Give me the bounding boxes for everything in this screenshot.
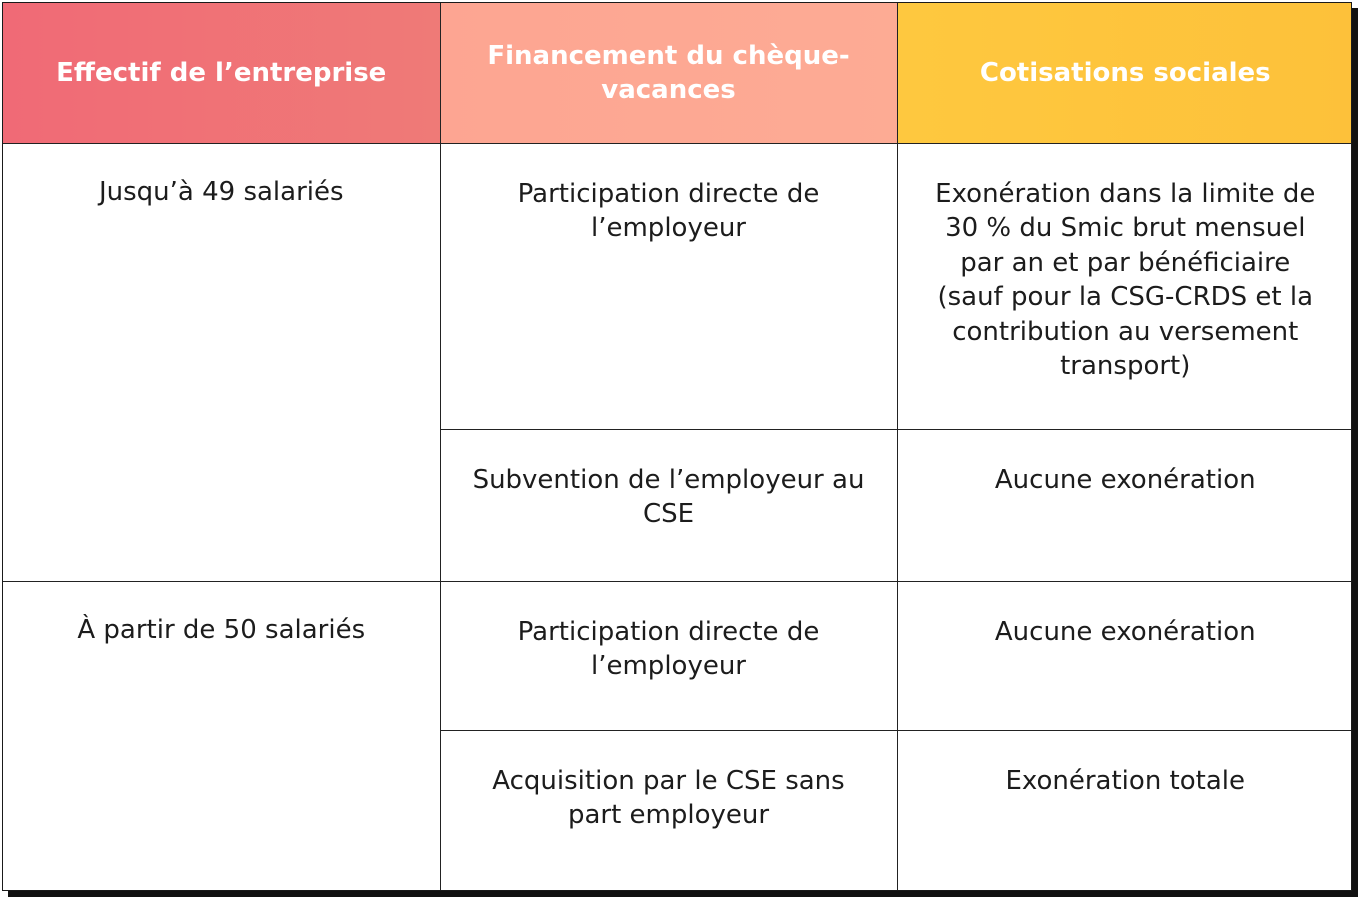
cell-cotisations: Exonération totale — [897, 730, 1352, 891]
cell-cotisations: Aucune exonération — [897, 429, 1352, 581]
table-header-row — [3, 3, 1352, 143]
cell-financement: Acquisition par le CSE sans part employeur — [440, 730, 897, 891]
cell-financement: Subvention de l’employeur au CSE — [440, 429, 897, 581]
cell-effectif-large-company: À partir de 50 salariés — [3, 581, 440, 891]
cell-financement: Participation directe de l’employeur — [440, 143, 897, 429]
header-effectif: Effectif de l’entreprise — [3, 3, 440, 143]
header-financement: Financement du chèque-vacances — [440, 3, 897, 143]
cheque-vacances-table-card — [2, 2, 1352, 891]
cell-effectif-small-company: Jusqu’à 49 salariés — [3, 143, 440, 581]
cheque-vacances-table — [3, 3, 1352, 891]
table-row — [3, 143, 1352, 429]
cell-financement: Participation directe de l’employeur — [440, 581, 897, 730]
cell-cotisations: Aucune exonération — [897, 581, 1352, 730]
table-row — [3, 581, 1352, 730]
cell-cotisations: Exonération dans la limite de 30 % du Smic brut mensuel par an et par bénéficiaire (sauf pour la CSG-CRDS et la contribution au versement transport) — [897, 143, 1352, 429]
header-cotisations: Cotisations sociales — [897, 3, 1352, 143]
